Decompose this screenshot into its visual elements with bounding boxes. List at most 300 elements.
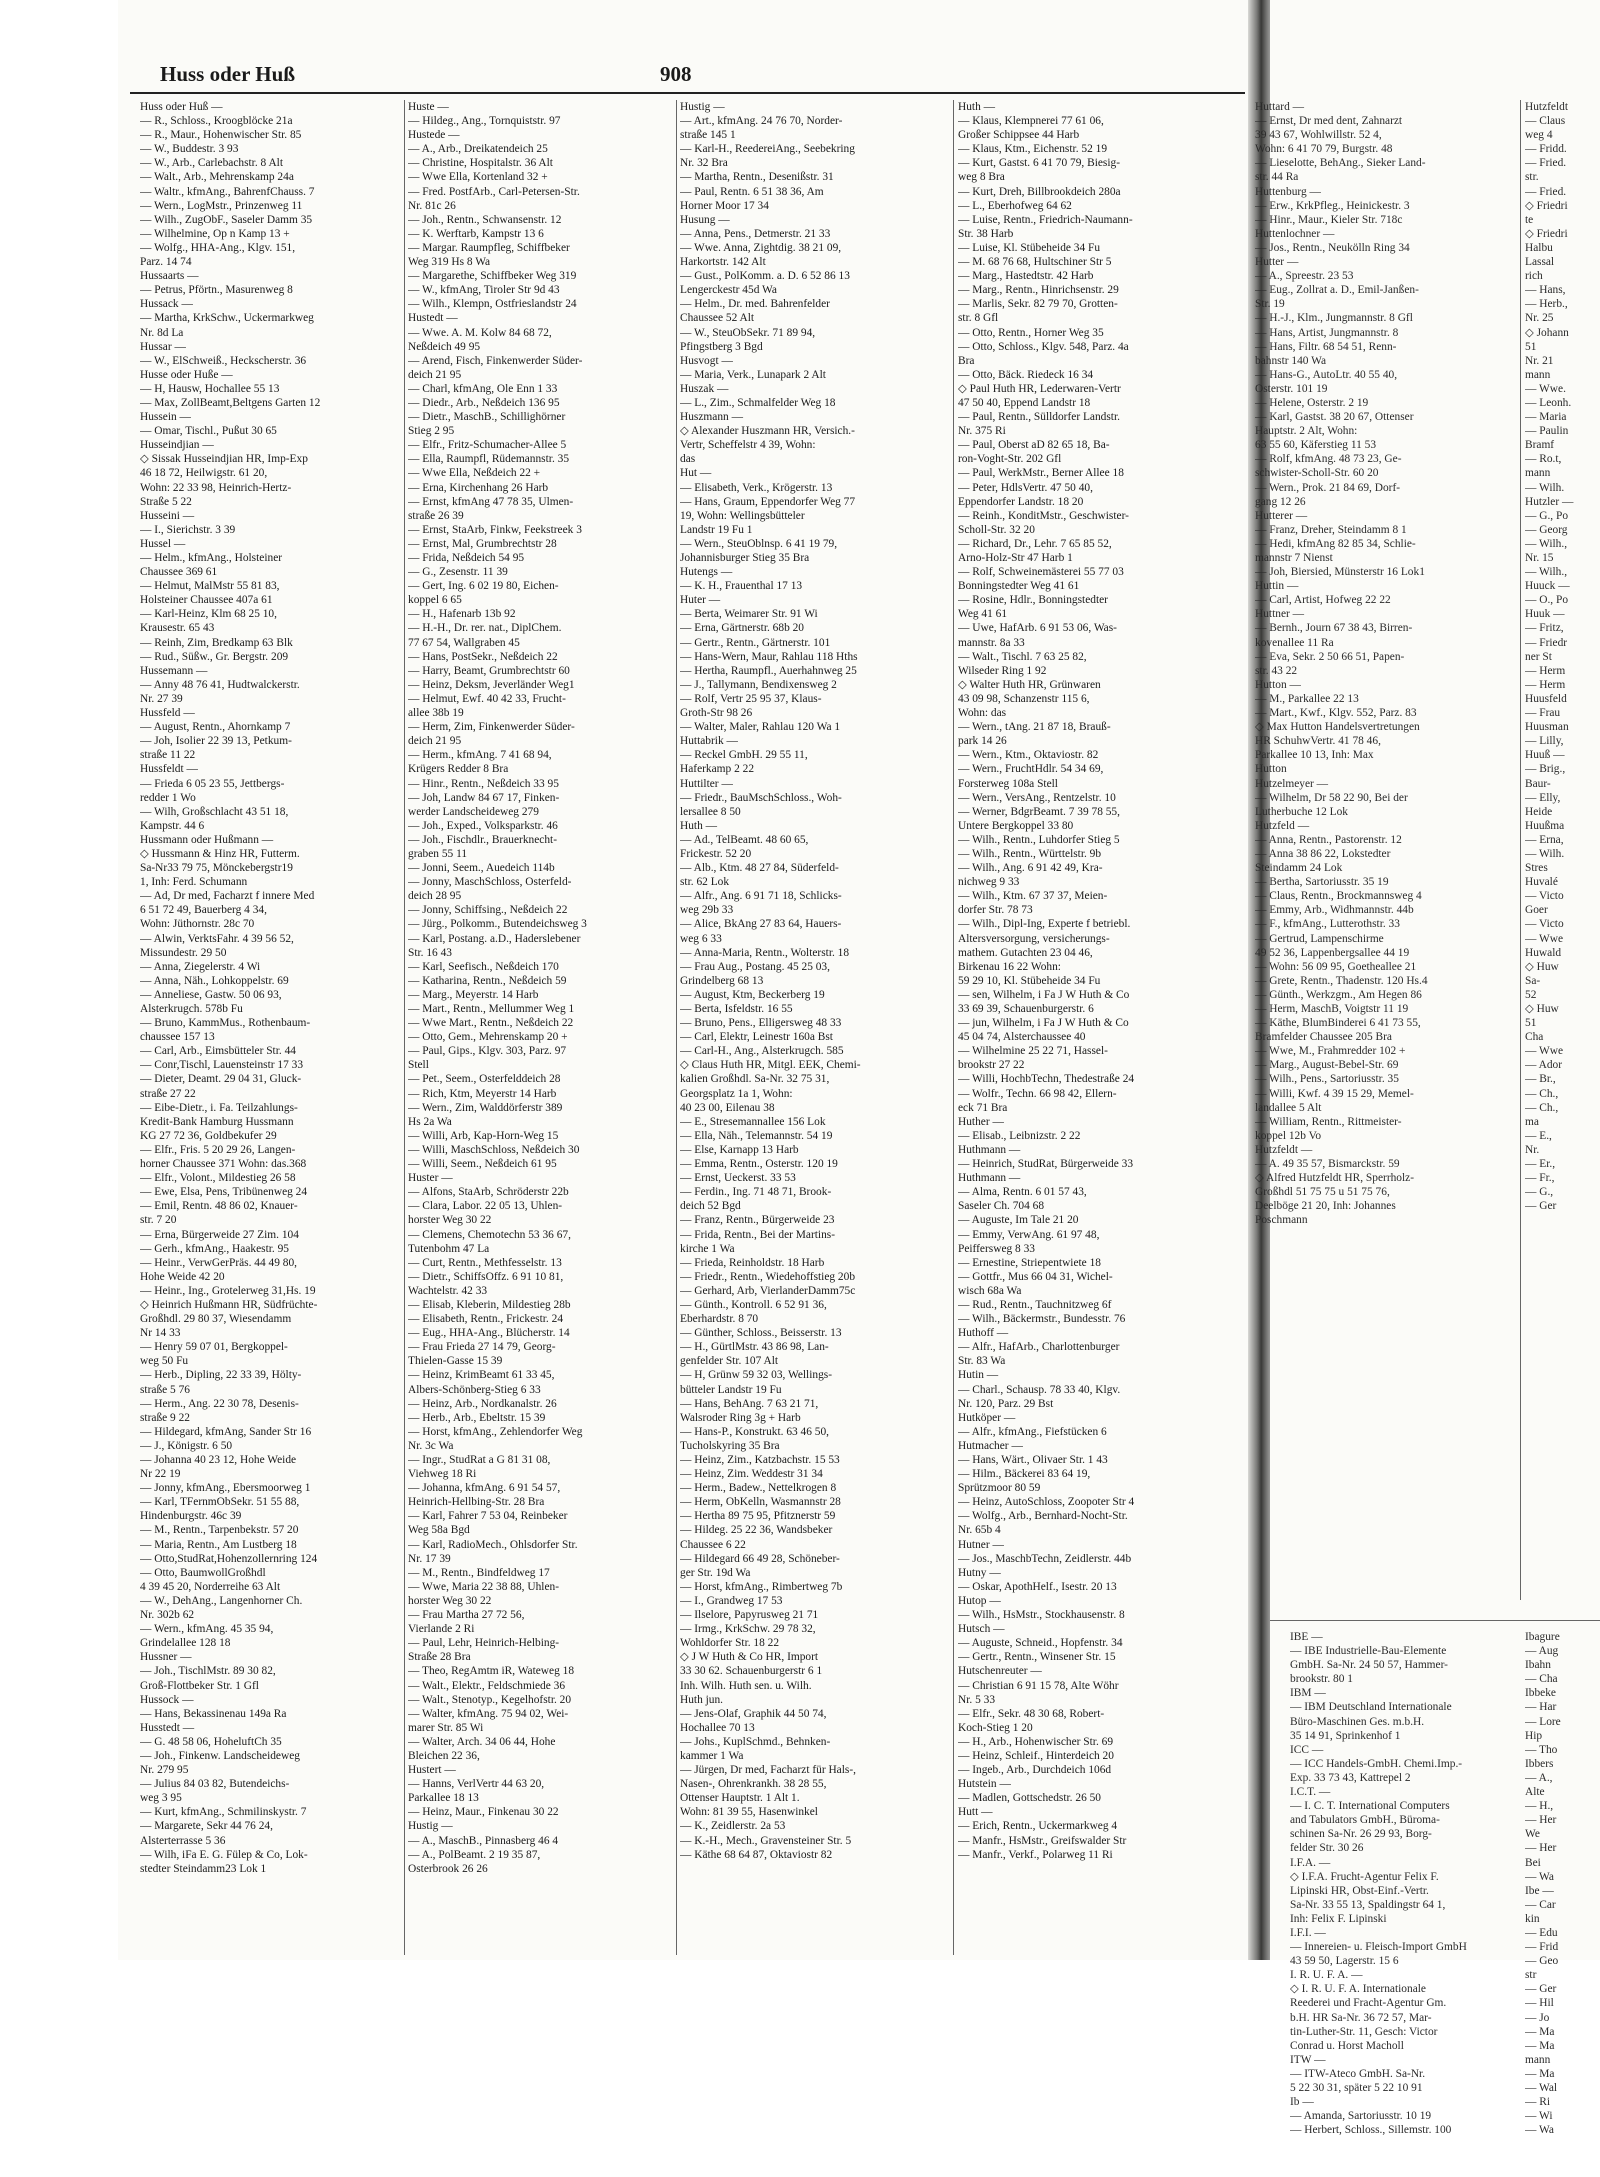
directory-entry-line: genfelder Str. 107 Alt	[680, 1355, 779, 1368]
facing-entry-line: ma	[1525, 1115, 1539, 1128]
directory-entry-line: Hustig —	[408, 1820, 453, 1833]
directory-entry-line: — Max, ZollBeamt,Beltgens Garten 12	[140, 396, 321, 409]
facing-entry-line: Inh: Felix F. Lipinski	[1290, 1912, 1387, 1925]
directory-entry-line: — Alice, BkAng 27 83 64, Hauers-	[680, 918, 842, 931]
directory-entry-line: — Walter, kfmAng. 75 94 02, Wei-	[408, 1707, 569, 1720]
directory-entry-line: — Kurt, Gastst. 6 41 70 79, Biesig-	[958, 157, 1120, 170]
directory-entry-line: — Wilh., Ktm. 67 37 37, Meien-	[958, 890, 1108, 903]
facing-entry-line: ICC —	[1290, 1743, 1324, 1756]
directory-entry-line: mannstr. 8a 33	[958, 636, 1025, 649]
directory-entry-line: horster Weg 30 22	[408, 1214, 492, 1227]
directory-entry-line: — Reckel GmbH. 29 55 11,	[680, 749, 808, 762]
facing-entry-line: Sa-Nr. 33 55 13, Spaldingstr 64 1,	[1290, 1898, 1446, 1911]
directory-entry-line: — Dietr., MaschB., Schillighörner	[408, 411, 566, 424]
directory-entry-line: — Ilselore, Papyrusweg 21 71	[680, 1609, 819, 1622]
facing-entry-line: — Jo	[1525, 2011, 1550, 2024]
directory-entry-line: — Mart., Rentn., Mellummer Weg 1	[408, 1003, 575, 1015]
directory-entry-line: — Elfr., Fris. 5 20 29 26, Langen-	[140, 1143, 296, 1156]
directory-entry-line: — Harry, Beamt, Grumbrechtstr 60	[408, 664, 570, 677]
facing-entry-line: — Fritz,	[1525, 622, 1564, 635]
facing-entry-line: — Mart., Kwf., Klgv. 552, Parz. 83	[1255, 707, 1417, 720]
facing-entry-line: Lassal	[1525, 256, 1555, 269]
directory-entry-line: 45 04 74, Alsterchaussee 40	[958, 1031, 1086, 1044]
directory-entry-line: — Herb., Dipling, 22 33 39, Hölty-	[140, 1369, 302, 1382]
directory-entry-line: weg 29b 33	[680, 904, 734, 917]
directory-entry-line: — Uwe, HafArb. 6 91 53 06, Was-	[958, 622, 1117, 635]
directory-entry-line: — Wilh., Rentn., Württelstr. 9b	[958, 847, 1102, 860]
directory-entry-line: KG 27 72 36, Goldbekufer 29	[140, 1129, 277, 1142]
directory-entry-line: park 14 26	[958, 735, 1007, 748]
directory-entry-line: — Wilh., Klempn, Ostfrieslandstr 24	[408, 298, 577, 311]
directory-entry-line: Parkallee 18 13	[408, 1792, 479, 1805]
directory-entry-line: Untere Bergkoppel 33 80	[958, 819, 1074, 832]
directory-entry-line: — August, Ktm, Beckerberg 19	[680, 988, 825, 1001]
facing-entry-line: — Bertha, Sartoriusstr. 35 19	[1255, 876, 1389, 889]
directory-entry-line: — Anna-Maria, Rentn., Wolterstr. 18	[680, 946, 850, 959]
directory-entry-line: Hussein —	[140, 411, 191, 424]
facing-entry-line: kovenallee 11 Ra	[1255, 636, 1334, 649]
directory-entry-line: allee 38b 19	[408, 707, 464, 720]
directory-entry-line: — Omar, Tischl., Pußut 30 65	[140, 425, 277, 438]
facing-entry-line: — Wi	[1525, 2110, 1553, 2123]
facing-entry-line: Huttin —	[1255, 580, 1299, 593]
directory-entry-line: — Joh., Exped., Volksparkstr. 46	[408, 819, 558, 832]
directory-entry-line: Hussfeldt —	[140, 763, 198, 776]
directory-entry-line: Huter —	[680, 594, 721, 607]
directory-entry-line: — jun, Wilhelm, i Fa J W Huth & Co	[958, 1017, 1129, 1030]
facing-entry-line: — A. 49 35 57, Bismarckstr. 59	[1255, 1158, 1400, 1171]
directory-entry-line: Weg 319 Hs 8 Wa	[408, 256, 491, 269]
directory-entry-line: — Rolf, Schweinemästerei 55 77 03	[958, 566, 1124, 579]
directory-entry-line: — Hans, BehAng. 7 63 21 71,	[680, 1397, 819, 1410]
directory-entry-line: Str. 83 Wa	[958, 1355, 1006, 1368]
directory-entry-line: — Frau Aug., Postang. 45 25 03,	[680, 960, 830, 973]
facing-entry-line: Baur-	[1525, 777, 1551, 790]
facing-entry-line: Hutzfeldt	[1525, 101, 1569, 113]
directory-entry-line: — Heinz, AutoSchloss, Zoopoter Str 4	[958, 1496, 1135, 1509]
facing-entry-line: — A., Spreestr. 23 53	[1255, 270, 1354, 283]
directory-entry-line: Grindelberg 68 13	[680, 974, 764, 987]
directory-entry-line: — Karl, Seefisch., Neßdeich 170	[408, 960, 559, 973]
directory-entry-line: — Heinr., VerwGerPräs. 44 49 80,	[140, 1256, 298, 1269]
facing-entry-line: Poschmann	[1255, 1214, 1308, 1227]
directory-entry-line: 40 23 00, Eilenau 38	[680, 1101, 775, 1114]
facing-entry-line: Bramf	[1525, 439, 1555, 452]
directory-entry-line: — Anna, Näh., Lohkoppelstr. 69	[140, 974, 289, 987]
directory-entry-line: Nr. 27 39	[140, 692, 183, 705]
directory-entry-line: — Clemens, Chemotechn 53 36 67,	[408, 1228, 571, 1241]
directory-entry-line: Nr. 302b 62	[140, 1609, 195, 1622]
directory-entry-line: weg 50 Fu	[140, 1355, 189, 1368]
facing-entry-line: — Eva, Sekr. 2 50 66 51, Papen-	[1255, 650, 1405, 663]
directory-entry-line: redder 1 Wo	[140, 791, 196, 804]
directory-entry-line: — Ingeb., Arb., Durchdeich 106d	[958, 1764, 1112, 1777]
facing-entry-line: — Lilly,	[1525, 735, 1564, 748]
facing-entry-line: — Ador	[1525, 1059, 1563, 1072]
directory-entry-line: Georgsplatz 1a 1, Wohn:	[680, 1087, 793, 1100]
directory-entry-line: — Emmy, VerwAng. 61 97 48,	[958, 1228, 1100, 1241]
directory-entry-line: — Gerh., kfmAng., Haakestr. 95	[140, 1242, 289, 1255]
directory-entry-line: — Paul, Rentn., Sülldorfer Landstr.	[958, 411, 1120, 424]
directory-entry-line: deich 28 95	[408, 890, 462, 903]
directory-entry-line: — Jürgen, Dr med, Facharzt für Hals-,	[680, 1764, 856, 1777]
facing-entry-line: — Wilh.,	[1525, 566, 1568, 579]
directory-entry-line: str. 7 20	[140, 1214, 177, 1227]
directory-entry-line: — I., Grandweg 17 53	[680, 1594, 783, 1607]
facing-entry-line: Hutzfeldt —	[1255, 1143, 1313, 1156]
directory-entry-line: — Hilm., Bäckerei 83 64 19,	[958, 1468, 1091, 1481]
facing-entry-line: We	[1525, 1828, 1540, 1841]
directory-entry-line: — Christine, Hospitalstr. 36 Alt	[408, 157, 553, 170]
directory-entry-line: dorfer Str. 78 73	[958, 904, 1033, 917]
facing-entry-line: — Hedi, kfmAng 82 85 34, Schlie-	[1255, 537, 1416, 550]
directory-entry-line: Hutsch —	[958, 1623, 1005, 1636]
facing-entry-line: — Wilh.,	[1525, 537, 1568, 550]
facing-entry-line: — Wilh.	[1525, 847, 1565, 860]
directory-entry-line: Tucholskyring 35 Bra	[680, 1439, 780, 1452]
directory-entry-line: Wohn: Jüthornstr. 28c 70	[140, 918, 255, 931]
facing-entry-line: Huttenlochner —	[1255, 227, 1335, 240]
directory-entry-line: — Luise, Kl. Stübeheide 34 Fu	[958, 241, 1101, 254]
directory-entry-line: — Herm, Zim, Finkenwerder Süder-	[408, 721, 575, 734]
directory-entry-line: Nr. 81c 26	[408, 199, 456, 212]
facing-entry-line: — William, Rentn., Rittmeister-	[1255, 1115, 1402, 1128]
facing-entry-line: — Paulin	[1525, 425, 1569, 438]
directory-entry-line: — Joh., TischlMstr. 89 30 82,	[140, 1665, 276, 1678]
facing-entry-line: — Karl, Gastst. 38 20 67, Ottenser	[1255, 411, 1414, 424]
facing-entry-line: — Edu	[1525, 1926, 1558, 1939]
directory-entry-line: — Rolf, Vertr 25 95 37, Klaus-	[680, 692, 822, 705]
facing-entry-line: Huusfeld	[1525, 692, 1567, 705]
directory-entry-line: — Wwe Mart., Rentn., Neßdeich 22	[408, 1017, 574, 1030]
facing-entry-line: Hutzfeld —	[1255, 819, 1310, 832]
facing-entry-line: Huuß —	[1525, 749, 1565, 762]
directory-entry-line: — Wwe, Maria 22 38 88, Uhlen-	[408, 1580, 559, 1593]
directory-entry-line: — Alfr., HafArb., Charlottenburger	[958, 1341, 1120, 1354]
directory-entry-line: Lengerckestr 45d Wa	[680, 284, 777, 297]
directory-entry-line: — Erna, Bürgerweide 27 Zim. 104	[140, 1228, 299, 1241]
directory-entry-line: — Ella, Raumpfl, Rüdemannstr. 35	[408, 453, 570, 466]
directory-entry-line: — Emma, Rentn., Osterstr. 120 19	[680, 1158, 838, 1171]
directory-entry-line: — Otto, Bäck. Riedeck 16 34	[958, 368, 1094, 381]
directory-entry-line: — Walter, Maler, Rahlau 120 Wa 1	[680, 721, 841, 734]
scan-margin	[0, 0, 118, 2177]
directory-entry-line: — Walt., Tischl. 7 63 25 82,	[958, 650, 1087, 663]
facing-entry-line: I.F.I. —	[1290, 1926, 1326, 1939]
directory-entry-line: — Ernst, kfmAng 47 78 35, Ulmen-	[408, 495, 574, 508]
directory-entry-line: — Elisabeth, Verk., Krögerstr. 13	[680, 481, 833, 494]
facing-entry-line: Ibbeke	[1525, 1687, 1556, 1700]
facing-entry-line: — Eug., Zollrat a. D., Emil-Janßen-	[1255, 284, 1419, 297]
directory-entry-line: Alsterterrasse 5 36	[140, 1834, 226, 1847]
directory-entry-line: Nr. 120, Parz. 29 Bst	[958, 1397, 1054, 1410]
directory-entry-line: — J., Tallymann, Bendixensweg 2	[680, 678, 837, 691]
facing-entry-line: — Claus, Rentn., Brockmannsweg 4	[1255, 890, 1422, 903]
directory-entry-line: — Fred. PostfArb., Carl-Petersen-Str.	[408, 185, 580, 198]
directory-entry-line: Nr. 279 95	[140, 1764, 189, 1777]
directory-entry-line: — Willi, HochbTechn, Thedestraße 24	[958, 1073, 1135, 1086]
directory-entry-line: deich 52 Bgd	[680, 1200, 741, 1213]
directory-entry-line: — Wwe Ella, Neßdeich 22 +	[408, 467, 541, 480]
directory-entry-line: Weg 41 61	[958, 608, 1008, 621]
facing-entry-line: Ibe —	[1525, 1884, 1554, 1897]
directory-entry-line: — Ad, Dr med, Facharzt f innere Med	[140, 890, 315, 903]
facing-entry-line: landallee 5 Alt	[1255, 1101, 1322, 1114]
directory-entry-line: — Rosine, Hdlr., Bonningstedter	[958, 594, 1108, 607]
directory-entry-line: — Curt, Rentn., Methfesselstr. 13	[408, 1256, 562, 1269]
directory-entry-line: — W., ElSchweiß., Heckscherstr. 36	[140, 354, 307, 367]
facing-entry-line: — Carl, Artist, Hofweg 22 22	[1255, 594, 1391, 607]
facing-entry-line: — O., Po	[1525, 594, 1569, 607]
directory-entry-line: — Paul, Rentn. 6 51 38 36, Am	[680, 185, 824, 198]
directory-entry-line: — Johs., KuplSchmd., Behnken-	[680, 1735, 831, 1748]
directory-entry-line: — Wilhelmine, Op n Kamp 13 +	[140, 227, 290, 240]
directory-entry-line: Huttabrik —	[680, 735, 738, 748]
directory-entry-line: — Karl, Fahrer 7 53 04, Reinbeker	[408, 1510, 568, 1523]
directory-entry-line: Wohn: 81 39 55, Hasenwinkel	[680, 1806, 818, 1819]
directory-entry-line: Sprützmoor 80 59	[958, 1482, 1041, 1495]
directory-entry-line: Hohe Weide 42 20	[140, 1270, 225, 1283]
directory-entry-line: 77 67 54, Wallgraben 45	[408, 636, 520, 649]
directory-entry-line: werder Landscheideweg 279	[408, 805, 539, 818]
directory-entry-line: — Herm, ObKelln, Wasmannstr 28	[680, 1496, 841, 1509]
directory-entry-line: Peiffersweg 8 33	[958, 1242, 1035, 1255]
directory-entry-line: straße 5 76	[140, 1383, 190, 1396]
directory-entry-line: — Elisab, Kleberin, Mildestieg 28b	[408, 1298, 571, 1311]
directory-entry-line: — sen, Wilhelm, i Fa J W Huth & Co	[958, 988, 1130, 1001]
facing-entry-line: Halbu	[1525, 241, 1553, 254]
facing-entry-line: 49 52 36, Lappenbergsallee 44 19	[1255, 946, 1410, 959]
directory-entry-line: Birkenau 16 22 Wohn:	[958, 960, 1061, 973]
directory-entry-line: Scholl-Str. 32 20	[958, 523, 1035, 536]
facing-entry-line: — Hans, Artist, Jungmannstr. 8	[1255, 326, 1399, 339]
facing-entry-line: HR SchuhwVertr. 41 78 46,	[1255, 735, 1381, 748]
directory-entry-line: — M., Rentn., Tarpenbekstr. 57 20	[140, 1524, 299, 1537]
directory-entry-line: — Helmut, MalMstr 55 81 83,	[140, 580, 280, 593]
directory-entry-line: — Wern., Zim, Walddörferstr 389	[408, 1101, 563, 1114]
directory-entry-line: — Waltr., kfmAng., BahrenfChauss. 7	[140, 185, 315, 198]
directory-entry-line: Hussfeld —	[140, 707, 195, 720]
directory-entry-line: 33 69 39, Schauenburgerstr. 6	[958, 1003, 1094, 1015]
directory-entry-line: — Johanna 40 23 12, Hohe Weide	[140, 1454, 297, 1466]
facing-entry-line: — Aug	[1525, 1645, 1559, 1658]
directory-entry-line: — H., Hafenarb 13b 92	[408, 608, 516, 621]
directory-entry-line: — Günther, Schloss., Beisserstr. 13	[680, 1327, 842, 1340]
facing-entry-line: — Herm	[1525, 678, 1566, 691]
directory-entry-line: — Joh., Fischdlr., Brauerknecht-	[408, 833, 558, 846]
directory-entry-line: Straße 5 22	[140, 495, 192, 508]
directory-entry-line: Hutköper —	[958, 1411, 1016, 1424]
directory-entry-line: — K. H., Frauenthal 17 13	[680, 580, 803, 593]
directory-entry-line: — Otto, Gem., Mehrenskamp 20 +	[408, 1031, 568, 1044]
directory-entry-line: wisch 68a Wa	[958, 1284, 1022, 1297]
directory-entry-line: Huth —	[680, 819, 718, 832]
directory-entry-line: — Dieter, Deamt. 29 04 31, Gluck-	[140, 1073, 302, 1086]
facing-entry-line: — Har	[1525, 1701, 1557, 1714]
directory-entry-line: — Martha, KrkSchw., Uckermarkweg	[140, 312, 314, 325]
directory-entry-line: Hutop —	[958, 1594, 1001, 1607]
facing-entry-line: — Hans,	[1525, 284, 1566, 297]
facing-entry-line: — H.-J., Klm., Jungmannstr. 8 Gfl	[1255, 312, 1413, 325]
directory-entry-line: Husstedt —	[140, 1721, 195, 1734]
facing-entry-line: IBM —	[1290, 1687, 1326, 1700]
directory-entry-line: — Peter, HdlsVertr. 47 50 40,	[958, 481, 1093, 494]
directory-entry-line: — Heinz, Schleif., Hinterdeich 20	[958, 1749, 1114, 1762]
facing-entry-line: Ibahn	[1525, 1659, 1551, 1672]
facing-entry-line: 63 55 60, Käferstieg 11 53	[1255, 439, 1377, 452]
facing-entry-line: Lutherbuche 12 Lok	[1255, 805, 1348, 818]
directory-entry-line: — Wolfg., HHA-Ang., Klgv. 151,	[140, 241, 296, 254]
facing-entry-line: — IBE Industrielle-Bau-Elemente	[1290, 1645, 1447, 1658]
directory-entry-line: — Joh., Rentn., Schwansenstr. 12	[408, 213, 562, 226]
directory-entry-line: — G. 48 58 06, HoheluftCh 35	[140, 1735, 282, 1748]
directory-entry-line: Hussar —	[140, 340, 186, 353]
facing-entry-line: — Tho	[1525, 1743, 1558, 1756]
facing-entry-line: te	[1525, 213, 1534, 226]
facing-entry-line: Steindamm 24 Lok	[1255, 862, 1343, 875]
directory-entry-line: — J., Königstr. 6 50	[140, 1439, 233, 1452]
directory-entry-line: — Walt., Stenotyp., Kegelhofstr. 20	[408, 1693, 572, 1706]
facing-entry-line: — Wohn: 56 09 95, Goetheallee 21	[1255, 960, 1417, 973]
facing-entry-line: — Wilh., Pens., Sartoriusstr. 35	[1255, 1073, 1399, 1086]
directory-entry-line: Parz. 14 74	[140, 256, 192, 269]
directory-entry-line: 33 30 62. Schauenburgerstr 6 1	[680, 1665, 823, 1678]
directory-entry-line: — Paul, WerkMstr., Berner Allee 18	[958, 467, 1124, 480]
directory-entry-line: — Wilh., Rentn., Luhdorfer Stieg 5	[958, 833, 1120, 846]
directory-entry-line: Hs 2a Wa	[408, 1115, 452, 1128]
directory-entry-line: — Heinz, Maur., Finkenau 30 22	[408, 1806, 559, 1819]
directory-entry-line: — Willi, Seem., Neßdeich 61 95	[408, 1158, 557, 1171]
page-number: 908	[660, 62, 692, 86]
directory-entry-line: — Joh., Finkenw. Landscheideweg	[140, 1749, 300, 1762]
column-divider	[953, 100, 954, 1955]
directory-entry-line: — Julius 84 03 82, Butendeichs-	[140, 1778, 290, 1791]
directory-entry-line: Hussock —	[140, 1693, 194, 1706]
facing-entry-line: schwister-Scholl-Str. 60 20	[1255, 467, 1379, 480]
directory-entry-line: — Wern., FruchtHdlr. 54 34 69,	[958, 763, 1104, 776]
facing-entry-line: — ITW-Ateco GmbH. Sa-Nr.	[1290, 2067, 1426, 2080]
facing-entry-line: Huuk —	[1525, 608, 1565, 621]
directory-entry-line: — H.-H., Dr. rer. nat., DiplChem.	[408, 622, 562, 635]
facing-entry-line: — Ma	[1525, 2067, 1555, 2080]
facing-entry-line: ner St	[1525, 650, 1552, 663]
directory-entry-line: Hussaarts —	[140, 270, 199, 283]
facing-entry-line: Huttard —	[1255, 101, 1305, 113]
directory-entry-line: — Helmut, Ewf. 40 42 33, Frucht-	[408, 692, 566, 705]
directory-entry-line: — Charl, kfmAng, Ole Enn 1 33	[408, 382, 558, 395]
directory-entry-line: — Elfr., Volont., Mildestieg 26 58	[140, 1172, 296, 1185]
directory-entry-line: — Else, Karnapp 13 Harb	[680, 1143, 799, 1156]
facing-entry-line: Ibagure	[1525, 1631, 1560, 1643]
facing-entry-line: — Jos., Rentn., Neukölln Ring 34	[1255, 241, 1410, 254]
facing-entry-line: schinen Sa-Nr. 26 29 93, Borg-	[1290, 1828, 1432, 1841]
directory-entry-line: str. 8 Gfl	[958, 312, 999, 325]
directory-entry-line: — Jonny, kfmAng., Ebersmoorweg 1	[140, 1482, 311, 1495]
facing-entry-line: — Joh, Biersied, Münsterstr 16 Lok1	[1255, 566, 1425, 579]
directory-entry-line: — Walt., Arb., Mehrenskamp 24a	[140, 171, 294, 184]
directory-entry-line: — W., Buddestr. 3 93	[140, 143, 239, 156]
directory-entry-line: straße 26 39	[408, 509, 464, 522]
directory-entry-line: — Ad., TelBeamt. 48 60 65,	[680, 833, 809, 846]
directory-entry-line: Hutschenreuter —	[958, 1665, 1042, 1678]
directory-entry-line: — R., Maur., Hohenwischer Str. 85	[140, 129, 302, 142]
directory-entry-line: — M. 68 76 68, Hultschiner Str 5	[958, 256, 1112, 269]
directory-entry-line: Altersversorgung, versicherungs-	[958, 932, 1110, 945]
directory-entry-line: Hindenburgstr. 46c 39	[140, 1510, 242, 1523]
directory-entry-line: — Hildegard, kfmAng, Sander Str 16	[140, 1425, 312, 1438]
directory-entry-line: — Karl, RadioMech., Ohlsdorfer Str.	[408, 1538, 578, 1551]
directory-entry-line: — Maria, Verk., Lunapark 2 Alt	[680, 368, 826, 381]
facing-entry-line: ◇ Johann	[1525, 326, 1569, 339]
directory-entry-line: Hutner —	[958, 1538, 1004, 1551]
directory-entry-line: kalien Großhdl. Sa-Nr. 32 75 31,	[680, 1073, 830, 1086]
facing-entry-line: — Fridd.	[1525, 143, 1567, 156]
facing-entry-line: — Ernst, Dr med dent, Zahnarzt	[1255, 115, 1403, 128]
directory-entry-line: Husse oder Huße —	[140, 368, 233, 381]
directory-entry-line: Huster —	[408, 1172, 453, 1185]
directory-entry-line: das	[680, 453, 696, 466]
directory-entry-line: ◇ J W Huth & Co HR, Import	[680, 1651, 819, 1664]
directory-entry-line: weg 8 Bra	[958, 171, 1005, 184]
facing-entry-line: Goer	[1525, 904, 1548, 917]
directory-entry-line: mathem. Gutachten 23 04 46,	[958, 946, 1093, 959]
directory-entry-line: — Herm., kfmAng. 7 41 68 94,	[408, 749, 552, 762]
directory-column-1	[140, 100, 402, 1876]
directory-entry-line: nichweg 9 33	[958, 876, 1020, 889]
directory-entry-line: — Berta, Isfeldstr. 16 55	[680, 1003, 793, 1015]
facing-entry-line: ◇ Friedri	[1525, 227, 1568, 240]
directory-entry-line: kirche 1 Wa	[680, 1242, 735, 1255]
facing-entry-line: — Ch.,	[1525, 1101, 1559, 1114]
directory-entry-line: — Marlis, Sekr. 82 79 70, Grotten-	[958, 298, 1118, 311]
facing-entry-line: — Brig.,	[1525, 763, 1566, 776]
facing-entry-line: — Ger	[1525, 1200, 1557, 1213]
directory-entry-line: Walsroder Ring 3g + Harb	[680, 1411, 801, 1424]
directory-entry-line: — Wilh., Ang. 6 91 42 49, Kra-	[958, 862, 1103, 875]
directory-entry-line: Landstr 19 Fu 1	[680, 523, 753, 536]
facing-entry-line: — Erw., KrkPfleg., Heinickestr. 3	[1255, 199, 1410, 212]
directory-entry-line: — Charl., Schausp. 78 33 40, Klgv.	[958, 1383, 1121, 1396]
facing-entry-line: str.	[1525, 171, 1539, 184]
directory-entry-line: Bonningstedter Weg 41 61	[958, 580, 1080, 593]
directory-entry-line: — Alfr., Ang. 6 91 71 18, Schlicks-	[680, 890, 842, 903]
directory-entry-line: 46 18 72, Heilwigstr. 61 20,	[140, 467, 268, 480]
facing-entry-line: — Günth., Werkzgm., Am Hegen 86	[1255, 988, 1422, 1001]
facing-entry-line: 52	[1525, 988, 1537, 1001]
directory-entry-line: 47 50 40, Eppend Landstr 18	[958, 396, 1091, 409]
directory-entry-line: — Rud., Süßw., Gr. Bergstr. 209	[140, 650, 289, 663]
directory-entry-line: Huthoff —	[958, 1327, 1009, 1340]
facing-entry-line: — Wwe	[1525, 932, 1564, 945]
directory-entry-line: Nr 14 33	[140, 1327, 181, 1340]
directory-entry-line: — Martha, Rentn., Desenißstr. 31	[680, 171, 834, 184]
facing-entry-line: — Claus	[1525, 115, 1566, 128]
facing-entry-line: — Er.,	[1525, 1158, 1556, 1171]
directory-entry-line: — Wern., Ktm., Oktaviostr. 82	[958, 749, 1099, 762]
directory-entry-line: — Anneliese, Gastw. 50 06 93,	[140, 988, 282, 1001]
facing-entry-line: — Herm	[1525, 664, 1566, 677]
directory-entry-line: Koch-Stieg 1 20	[958, 1721, 1033, 1734]
directory-entry-line: — Heinz, Arb., Nordkanalstr. 26	[408, 1397, 557, 1410]
facing-entry-line: — Friedr	[1525, 636, 1568, 649]
directory-entry-line: — Wilh, iFa E. G. Fülep & Co, Lok-	[140, 1848, 308, 1861]
directory-entry-line: ◇ Sissak Husseindjian HR, Imp-Exp	[140, 453, 308, 466]
directory-entry-line: Johannisburger Stieg 35 Bra	[680, 552, 810, 564]
directory-entry-line: Tutenbohm 47 La	[408, 1242, 490, 1255]
directory-entry-line: straße 145 1	[680, 129, 736, 142]
directory-entry-line: Hussmann oder Hußmann —	[140, 833, 274, 846]
directory-entry-line: — Wern., kfmAng. 45 35 94,	[140, 1623, 274, 1636]
